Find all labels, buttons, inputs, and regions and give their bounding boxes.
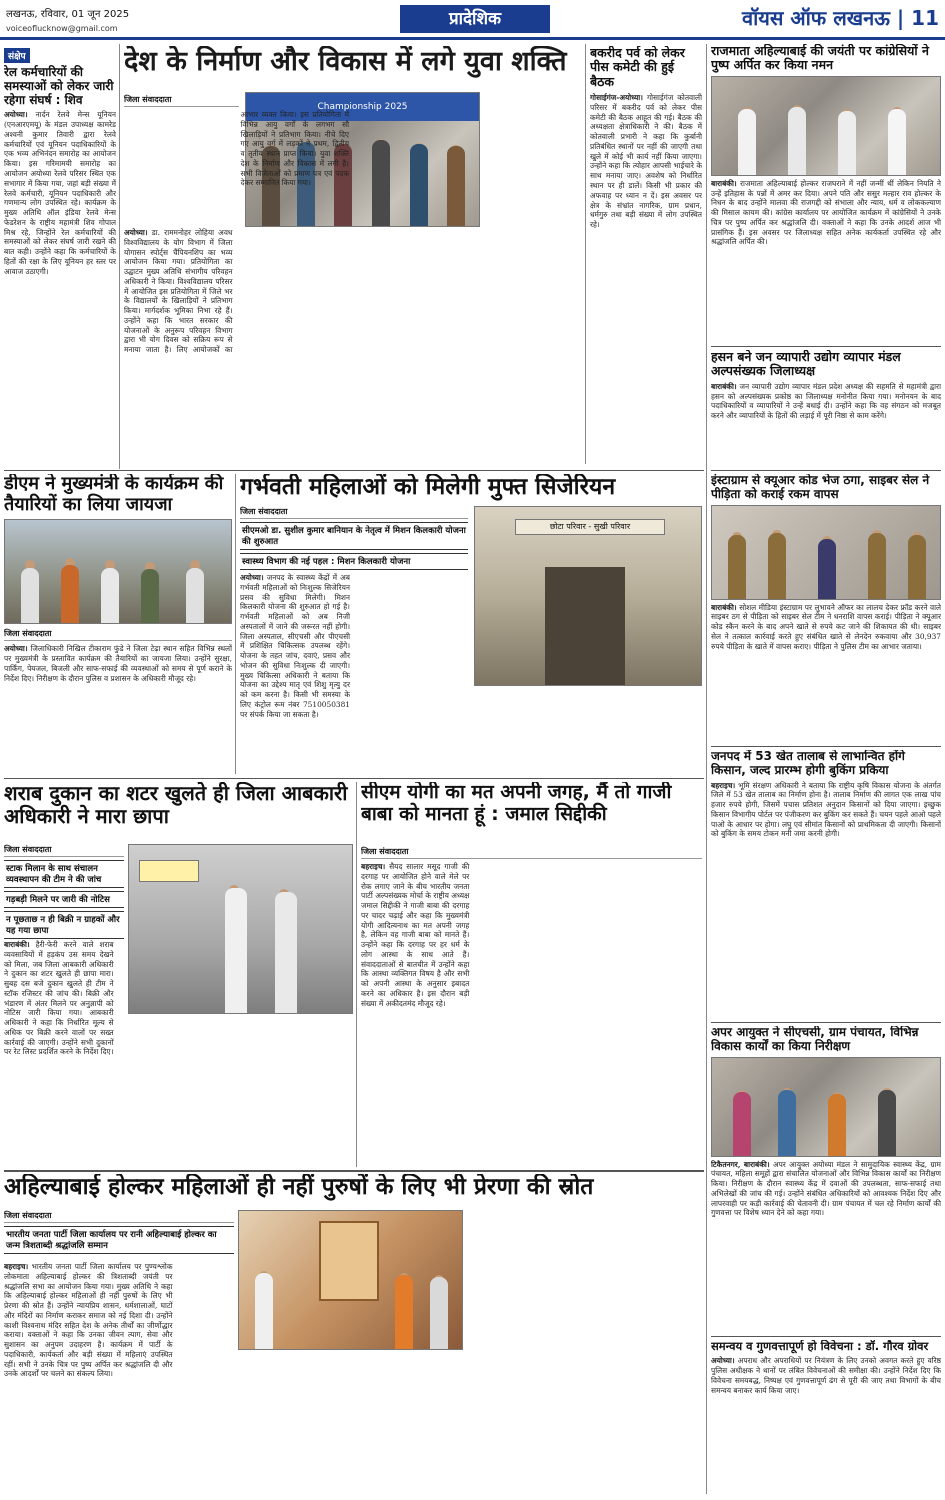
instagram-body [711,603,941,652]
yogi-body [361,862,702,1162]
person-figure [733,1092,751,1156]
bakrid-headline: बकरीद पर्व को लेकर पीस कमेटी की हुई बैठक [590,46,685,89]
rajmata-photo [711,76,941,176]
lead-headline: देश के निर्माण और विकास में लगे युवा शक्ति [124,46,567,77]
person-figure [186,568,204,623]
lead-photo-banner: Championship 2025 [246,93,479,121]
story-divider [4,1170,704,1172]
lead-photo-spacer [124,110,233,228]
person-figure [788,107,806,175]
hasan-dateline: बाराबंकी। [711,381,737,391]
column-rule [356,782,357,1167]
garbh-bullet-1: सीएमओ डा. सुशील कुमार बानियान के नेतृत्व में मिशन किलकारी योजना की शुरुआत [240,522,468,550]
sharab-headline: शराब दुकान का शटर खुलते ही जिला आबकारी अधिकारी ने मारा छापा [4,782,348,828]
story-divider [4,470,704,471]
dm-headline: डीएम ने मुख्यमंत्री के कार्यक्रम की तैयारियों का लिया जायजा [4,474,224,515]
garbh-photo-sign: छोटा परिवार - सुखी परिवार [515,519,665,535]
instagram-photo [711,505,941,600]
person-figure [141,569,159,623]
story-divider [711,470,941,471]
person-figure [778,1090,796,1156]
page-number: 11 [911,6,939,30]
person-figure [728,535,746,599]
sankshep-column [4,44,116,468]
story-divider [711,746,941,747]
samanvay-body [711,1356,941,1395]
garbh-body [240,573,468,773]
sharab-headline-box [4,782,349,838]
garbh-text: जनपद के स्वास्थ्य केंद्रों में अब गर्भवती महिलाओं को निःशुल्क सिजेरियन प्रसव की सुविधा मिलेगी। मिशन किलकारी योजना की शुरुआत हो गई है। गर्भवती महिलाओं को अब निजी अस्पतालों में जाने की जरूरत नहीं होगी। जिला अस्पताल, सीएचसी और पीएचसी में प्रशिक्षित चिकित्सक उपलब्ध रहेंगे। योजना के तहत जांच, दवाएं, प्रसव और भोजन की सुविधा निःशुल्क दी जाएगी। मुख्य चिकित्सा अधिकारी ने बताया कि योजना का उद्देश्य मातृ एवं शिशु मृत्यु दर को कम करना है। किसी भी समस्या के लिए कंट्रोल रूम नंबर 7510050381 पर संपर्क किया जा सकता है। [240,573,350,719]
samanvay-text: अपराध और अपराधियों पर नियंत्रण के लिए उनको अवगत करते हुए वरिष्ठ पुलिस अधीक्षक ने थानों पर लंबित विवेचनाओं की समीक्षा की। उन्होंने निर्देश दिए कि विवेचना समयबद्ध, निष्पक्ष एवं गुणवत्तापूर्ण ढंग से पूरी की जाए तथा विभागों के बीच समन्वय बनाकर कार्य किया जाए। [711,1356,941,1395]
sankshep-text: नार्दन रेलवे मेन्स यूनियन (एनआरएमयू) के मंडल उपाध्यक्ष कामरेड अश्वनी कुमार तिवारी द्वारा रेलवे कर्मचारियों एवं यूनियन पदाधिकारियों के एक भव्य अभिनंदन समारोह का आयोजन किया। इस गरिमामयी समारोह का आयोजन अयोध्या रेलवे परिसर स्थित एक सभागार में किया गया, जहां बड़ी संख्या में रेलवे कर्मचारी, यूनियन पदाधिकारी और गणमान्य लोग उपस्थित रहे। कार्यक्रम के मुख्य अतिथि ऑल इंडिया रेलवे मेन्स फेडरेशन के राष्ट्रीय महामंत्री शिव गोपाल मिश्र रहे, जिन्होंने रेल कर्मचारियों की समस्याओं को लेकर संघर्ष जारी रखने की बात कही। उन्होंने कहा कि कर्मचारियों के हितों की रक्षा के लिए यूनियन हर स्तर पर आवाज उठाएगी। [4,110,116,276]
sharab-text: हैरी-फेरी करने वाले शराब व्यवसायियों में हड़कंप उस समय देखने को मिला, जब जिला आबकारी अधिकारी ने दुकान का शटर खुलते ही छापा मारा। सुबह दस बजे दुकान खुलते ही टीम ने स्टॉक रजिस्टर की जांच की। बिक्री और भंडारण में अंतर मिलने पर अनुज्ञापी को नोटिस जारी किया गया। आबकारी अधिकारी ने कहा कि निर्धारित मूल्य से अधिक पर बिक्री करने वालों पर सख्त कार्रवाई की जाएगी। उन्होंने सभी दुकानों पर रेट लिस्ट प्रदर्शित करने के निर्देश दिए। [4,940,114,1057]
garbh-dateline: अयोध्या। [240,573,264,582]
sankshep-dateline: अयोध्या। [4,110,28,120]
lead-headline-box [124,46,582,90]
rajmata-headline: राजमाता अहिल्याबाई की जयंती पर कांग्रेसियों ने पुष्प अर्पित कर किया नमन [711,44,929,73]
tal-dateline: बहराइच। [711,780,736,790]
person-figure [21,568,39,623]
person-figure [888,109,906,175]
sharab-body [4,940,349,1166]
garbh-bureau: जिला संवाददाता [240,506,468,519]
person-figure [868,533,886,599]
person-figure [838,111,856,175]
person-figure [61,565,79,623]
sankshep-headline: रेल कर्मचारियों की समस्याओं को लेकर जारी रहेगा संघर्ष : शिव [4,65,114,107]
hasan-text: जन व्यापारी उद्योग व्यापार मंडल प्रदेश अध्यक्ष की सहमति से महामंत्री द्वारा हसन को अल्पसंख्यक प्रकोष्ठ का जिलाध्यक्ष मनोनीत किया गया। मनोनयन के बाद पदाधिकारियों व व्यापारियों ने उन्हें बधाई दी। उन्होंने कहा कि वह संगठन को मजबूत करने और व्यापारियों के हितों की लड़ाई में पूरी निष्ठा से काम करेंगे। [711,381,941,421]
instagram-dateline: बाराबंकी। [711,602,737,612]
garbh-bullet-2: स्वास्थ्य विभाग की नई पहल : मिशन किलकारी योजना [240,553,468,570]
instagram-story [711,474,941,744]
apar-photo [711,1057,941,1157]
person-figure [768,533,786,599]
apar-text: अपर आयुक्त अयोध्या मंडल ने सामुदायिक स्वास्थ्य केंद्र, ग्राम पंचायत, महिला समूहों द्वारा संचालित योजनाओं और विभिन्न विकास कार्यों का निरीक्षण किया। निरीक्षण के दौरान स्वास्थ्य केंद्र में दवाओं की उपलब्धता, साफ-सफाई तथा अभिलेखों की जांच की गई। उन्होंने संबंधित अधिकारियों को आवश्यक निर्देश दिए और लापरवाही पर कड़ी कार्रवाई की चेतावनी दी। ग्राम पंचायत में चल रहे निर्माण कार्यों की गुणवत्ता पर विशेष ध्यान देने को कहा गया। [711,1159,941,1218]
ahilya-headline: अहिल्याबाई होल्कर महिलाओं ही नहीं पुरुषों के लिए भी प्रेरणा की स्रोत [4,1174,594,1200]
column-rule [706,44,707,1494]
yogi-text: सैयद सालार मसूद गाजी की दरगाह पर आयोजित होने वाले मेले पर रोक लगाए जाने के बीच भारतीय जनता पार्टी अल्पसंख्यक मोर्चा के राष्ट्रीय अध्यक्ष जमाल सिद्दीकी ने गाजी बाबा की दरगाह पर चादर चढ़ाई और कहा कि मुख्यमंत्री योगी आदित्यनाथ का मत अपनी जगह है, लेकिन वह गाजी बाबा को मानते हैं। उन्होंने कहा कि दरगाह पर हर धर्म के लोग आस्था के साथ आते हैं। संवाददाताओं से बातचीत में उन्होंने कहा कि आस्था व्यक्तिगत विषय है और सभी को अपनी आस्था के अनुसार इबादत करने का अधिकार है। इस दौरान बड़ी संख्या में अकीदतमंद मौजूद रहे। [361,862,470,1008]
brand-name: वॉयस ऑफ लखनऊ [741,6,890,30]
sharab-bureau: जिला संवाददाता [4,844,124,857]
shop-board [139,860,199,882]
tal-story [711,750,941,1020]
section-title: प्रादेशिक [400,5,550,33]
ahilya-bullet-1: भारतीय जनता पार्टी जिला कार्यालय पर रानी अहिल्याबाई होल्कर का जन्म त्रिशताब्दी श्रद्धांजलि सम्मान [4,1226,234,1254]
dm-body [4,644,232,683]
column-rule [585,44,586,464]
sharab-bullet-2: गड़बड़ी मिलने पर जारी की नोटिस [4,891,124,908]
hasan-story [711,350,941,468]
ahilya-headline-box [4,1174,704,1206]
dm-text: जिलाधिकारी निखिल टीकाराम फुंडे ने जिला टेढ़ा स्थान सहित विभिन्न स्थलों पर मुख्यमंत्री के प्रस्तावित कार्यक्रम की तैयारियों का जायजा लिया। उन्होंने सुरक्षा, पार्किंग, पेयजल, बिजली और साफ-सफाई की व्यवस्थाओं को समय से पूर्ण कराने के निर्देश दिए। निरीक्षण के दौरान पुलिस व प्रशासन के अधिकारी मौजूद रहे। [4,644,232,683]
story-divider [711,346,941,347]
ahilya-bureau: जिला संवाददाता [4,1210,234,1223]
samanvay-dateline: अयोध्या। [711,1356,735,1366]
lead-dateline: अयोध्या। [124,228,148,237]
story-divider [4,778,704,779]
yogi-bureau: जिला संवाददाता [361,846,702,859]
person-figure [908,535,926,599]
page-header [0,0,945,40]
bakrid-dateline: गोसाईगंज-अयोध्या। [590,93,643,103]
garbh-left [240,506,468,774]
sankshep-body [4,110,116,276]
tal-headline: जनपद में 53 खेत तालाब से लाभान्वित होंगे किसान, जल्द प्रारम्भ होगी बुकिंग प्रकिया [711,750,905,777]
instagram-text: सोशल मीडिया इंस्टाग्राम पर लुभावने ऑफर का लालच देकर फ्रॉड करने वाले साइबर ठग से पीड़िता को साइबर सेल टीम ने धनराशि वापस कराई। पीड़िता ने क्यूआर कोड स्कैन करने के बाद अपने खाते से रुपये कट जाने की शिकायत की थी। साइबर सेल ने तत्काल कार्रवाई करते हुए संबंधित खाते से लेनदेन रुकवाया और 30,937 रुपये पीड़िता के खाते में वापस कराए। पीड़िता ने पुलिस टीम का आभार जताया। [711,602,941,651]
apar-headline: अपर आयुक्त ने सीएचसी, ग्राम पंचायत, विभिन्न विकास कार्यों का किया निरीक्षण [711,1026,919,1053]
rajmata-dateline: बाराबंकी। [711,178,737,188]
sharab-bullet-1: स्टाक मिलान के साथ संचालन व्यवस्थापन की टीम ने की जांच [4,860,124,888]
apar-story [711,1026,941,1334]
rajmata-body [711,179,941,247]
hasan-headline: हसन बने जन व्यापारी उद्योग व्यापार मंडल अल्पसंख्यक जिलाध्यक्ष [711,350,901,379]
column-rule [235,474,236,774]
yogi-dateline: बहराइच। [361,862,386,871]
person-figure [878,1090,896,1156]
rajmata-story [711,44,941,344]
garbh-headline: गर्भवती महिलाओं को मिलेगी मुफ्त सिजेरियन [240,474,616,500]
samanvay-story [711,1340,941,1496]
doorway [545,567,625,685]
tal-text: भूमि संरक्षण अधिकारी ने बताया कि राष्ट्रीय कृषि विकास योजना के अंतर्गत जिले में 53 खेत तालाब का निर्माण होना है। तालाब निर्माण की लागत एक लाख पांच हजार रुपये होगी, जिसमें पचास प्रतिशत अनुदान किसानों को दिया जाएगा। इच्छुक किसान विभागीय पोर्टल पर पंजीकरण कर बुकिंग कर सकते हैं। चयन पहले आओ पहले पाओ के आधार पर होगा। लघु एवं सीमांत किसानों को प्राथमिकता दी जाएगी। किसानों को बुकिंग के समय टोकन मनी जमा करनी होगी। [711,780,941,839]
story-divider [711,1022,941,1023]
masthead: वॉयस ऑफ लखनऊ | 11 [741,6,939,30]
person-figure [828,1094,846,1156]
yogi-body-box [361,846,702,1166]
dm-dateline: अयोध्या। [4,644,28,654]
person-figure [818,539,836,599]
instagram-headline: इंस्टाग्राम से क्यूआर कोड भेज ठगा, साइबर सेल ने पीड़िता को कराई रकम वापस [711,474,930,501]
dm-photo [4,519,232,624]
apar-dateline: टिकैतनगर, बाराबंकी। [711,1159,770,1169]
apar-body [711,1160,941,1219]
rajmata-text: राजमाता अहिल्याबाई होल्कर राजघराने में नहीं जन्मीं थीं लेकिन नियति ने उन्हें इतिहास के पन्नों में अमर कर दिया। अपने पति और ससुर मल्हार राव होल्कर के निधन के बाद उन्होंने मालवा की राजगद्दी को संभाला और न्याय, धर्म व लोककल्याण की मिसाल कायम की। कांग्रेस कार्यालय पर आयोजित कार्यक्रम में कांग्रेसियों ने उनके चित्र पर पुष्प अर्पित कर श्रद्धांजलि दी। वक्ताओं ने कहा कि उनके आदर्श आज भी प्रासंगिक हैं। इस अवसर पर जिलाध्यक्ष सहित अनेक कार्यकर्ता उपस्थित रहे और श्रद्धांजलि अर्पित की। [711,178,941,247]
lead-body [124,110,582,355]
ahilya-dateline: बहराइच। [4,1262,29,1271]
lead-bureau: जिला संवाददाता [124,94,239,107]
garbh-continued [474,690,702,774]
bakrid-story [590,46,702,466]
yogi-headline: सीएम योगी का मत अपनी जगह, मैं तो गाजी बाबा को मानता हूं : जमाल सिद्दीकी [361,782,672,825]
garbh-headline-box [240,474,702,504]
dm-bureau: जिला संवाददाता [4,628,232,641]
person-figure [738,109,756,175]
bakrid-body [590,93,702,230]
dm-story [4,474,232,774]
hasan-body [711,382,941,421]
ahilya-text: भारतीय जनता पार्टी जिला कार्यालय पर पुण्यश्लोक लोकमाता अहिल्याबाई होल्कर की त्रिशताब्दी जयंती पर श्रद्धांजलि सभा का आयोजन किया गया। मुख्य अतिथि ने कहा कि अहिल्याबाई होल्कर महिलाओं ही नहीं पुरुषों के लिए भी प्रेरणा की स्रोत हैं। उन्होंने न्यायप्रिय शासन, धर्मशालाओं, घाटों और मंदिरों का निर्माण कराकर समाज को नई दिशा दी। उन्होंने काशी विश्वनाथ मंदिर सहित देश के अनेक तीर्थों का जीर्णोद्धार कराया। वक्ताओं ने कहा कि उनका जीवन त्याग, सेवा और सुशासन का अनुपम उदाहरण है। कार्यक्रम में पार्टी के पदाधिकारी, कार्यकर्ता और बड़ी संख्या में महिलाएं उपस्थित रहीं। सभी ने उनके चित्र पर पुष्प अर्पित कर श्रद्धांजलि दी और उनके आदर्शों पर चलने का संकल्प लिया। [4,1262,173,1379]
edition-date: लखनऊ, रविवार, 01 जून 2025 [6,9,130,20]
ahilya-body [4,1262,702,1496]
sankshep-label: संक्षेप [4,48,30,63]
lead-text: डा. राममनोहर लोहिया अवध विश्वविद्यालय के योग विभाग में जिला योगासन स्पोर्ट्स चैंपियनशिप का भव्य आयोजन किया गया। प्रतियोगिता का उद्घाटन मुख्य अतिथि संभागीय परिवहन अधिकारी ने किया। विश्वविद्यालय परिसर में आयोजित इस प्रतियोगिता में जिले भर के विद्यालयों के खिलाड़ियों ने प्रतिभाग किया। मार्गदर्शक भूमिका निभा रहे हैं। उन्होंने कहा कि भारत सरकार की योजनाओं के अनुरूप परिवहन विभाग द्वारा भी योग दिवस को सक्रिय रूप से मनाया जाता है। लिए आयोजकों का आभार व्यक्त किया। इस प्रतियोगिता में विभिन्न आयु वर्गों के लगभग सौ खिलाड़ियों ने प्रतिभाग किया। नीचे दिए गए आयु वर्ग में लड़कों ने प्रथम, द्वितीय व तृतीय स्थान प्राप्त किया। युवा शक्ति देश के निर्माण और विकास में लगी है। सभी विजेताओं को प्रमाण पत्र एवं पदक देकर सम्मानित किया गया। [124,110,349,355]
garbh-photo [474,506,702,686]
yogi-headline-box [361,782,702,842]
sharab-dateline: बाराबंकी। [4,940,30,949]
samanvay-headline: समन्वय व गुणवत्तापूर्ण हो विवेचना : डॉ. गौरव ग्रोवर [711,1340,929,1353]
bakrid-text: गोसाईगंज कोतवाली परिसर में बकरीद पर्व को लेकर पीस कमेटी की बैठक आहूत की गई। बैठक की अध्यक्षता क्षेत्राधिकारी ने की। बैठक में कोतवाली प्रभारी ने कहा कि कुर्बानी प्रतिबंधित स्थानों पर नहीं की जाएगी तथा खुले में कोई भी कार्य नहीं किया जाएगा। उन्होंने कहा कि त्योहार आपसी भाईचारे के साथ मनाया जाए। अवशेष को निर्धारित स्थान पर ही डालें। किसी भी प्रकार की अफवाह पर ध्यान न दें। इस अवसर पर क्षेत्र के संभ्रांत नागरिक, ग्राम प्रधान, धर्मगुरु तथा बड़ी संख्या में लोग उपस्थित रहे। [590,93,702,230]
story-divider [711,1336,941,1337]
person-figure [101,568,119,623]
tal-body [711,781,941,840]
edition-email: voiceoflucknow@gmail.com [6,24,118,33]
column-rule [119,44,120,469]
sharab-bullet-3: न पूछताछ न ही बिक्री न ग्राहकों और यह गया छापा [4,911,124,939]
